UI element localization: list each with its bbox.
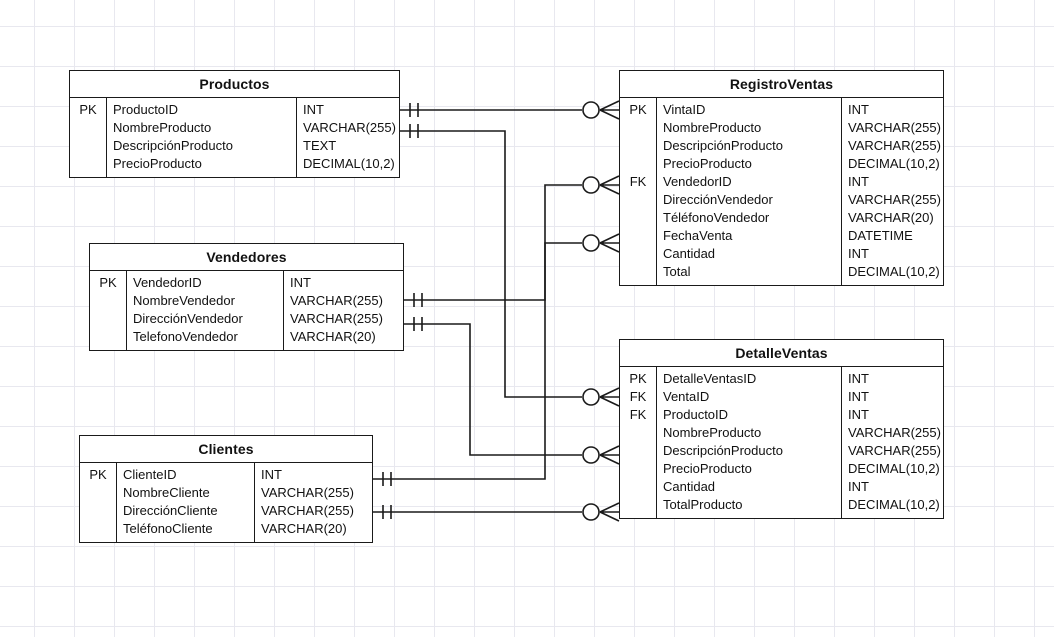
column-type: DECIMAL(10,2) <box>848 497 940 512</box>
table-row <box>90 292 403 310</box>
column-key <box>620 442 656 460</box>
column-type: VARCHAR(255) <box>303 120 396 135</box>
optional-circle-6 <box>583 504 599 520</box>
column-name: TéléfonoVendedor <box>663 210 770 225</box>
link-vendedores-detalleventas <box>404 324 582 455</box>
column-name: VintaID <box>663 102 706 117</box>
crowsfoot-detalleventas-2 <box>600 446 619 464</box>
column-type: DATETIME <box>848 228 913 243</box>
column-key: PK <box>629 102 647 117</box>
column-key <box>620 209 656 227</box>
column-type: DECIMAL(10,2) <box>848 264 940 279</box>
column-name: DirecciónCliente <box>123 503 218 518</box>
column-type: VARCHAR(255) <box>261 503 354 518</box>
column-name: FechaVenta <box>663 228 733 243</box>
column-key <box>620 478 656 496</box>
column-key <box>620 460 656 478</box>
column-key <box>620 263 656 281</box>
column-name: PrecioProducto <box>663 461 752 476</box>
column-key <box>70 119 106 137</box>
column-key <box>620 191 656 209</box>
table-row <box>80 520 372 538</box>
tick-clientes-2 <box>383 505 391 519</box>
column-name: NombreVendedor <box>133 293 235 308</box>
column-type: VARCHAR(255) <box>848 443 941 458</box>
column-name: DirecciónVendedor <box>133 311 243 326</box>
column-name: DirecciónVendedor <box>663 192 773 207</box>
column-key: PK <box>79 102 97 117</box>
table-row <box>80 466 372 484</box>
column-type: INT <box>848 246 869 261</box>
column-type: DECIMAL(10,2) <box>848 156 940 171</box>
table-row <box>620 496 943 514</box>
column-type: DECIMAL(10,2) <box>848 461 940 476</box>
column-name: DetalleVentasID <box>663 371 757 386</box>
table-row <box>620 442 943 460</box>
column-type: VARCHAR(255) <box>290 293 383 308</box>
column-list <box>620 367 943 518</box>
entity-vendedores[interactable] <box>89 243 404 351</box>
column-key <box>620 155 656 173</box>
column-list <box>90 271 403 350</box>
table-row <box>620 119 943 137</box>
column-name: NombreProducto <box>663 120 762 135</box>
column-type: VARCHAR(255) <box>290 311 383 326</box>
column-list <box>70 98 399 177</box>
column-type: INT <box>848 389 869 404</box>
table-row <box>70 119 399 137</box>
optional-circle-1 <box>583 102 599 118</box>
column-key <box>620 424 656 442</box>
entity-title: Productos <box>70 71 399 98</box>
column-name: Total <box>663 264 691 279</box>
column-name: ProductoID <box>113 102 179 117</box>
table-row <box>620 263 943 281</box>
table-row <box>620 478 943 496</box>
column-type: INT <box>303 102 324 117</box>
column-name: Cantidad <box>663 246 716 261</box>
link-productos-detalleventas <box>400 131 582 397</box>
crowsfoot-detalleventas-1 <box>600 388 619 406</box>
column-name: PrecioProducto <box>663 156 752 171</box>
table-row <box>90 310 403 328</box>
column-key <box>620 137 656 155</box>
column-name: Cantidad <box>663 479 716 494</box>
column-key <box>90 310 126 328</box>
column-type: VARCHAR(255) <box>261 485 354 500</box>
column-key: FK <box>629 389 647 404</box>
column-name: NombreProducto <box>113 120 212 135</box>
column-key: PK <box>629 371 647 386</box>
column-type: INT <box>848 479 869 494</box>
table-row <box>620 245 943 263</box>
table-row <box>620 101 943 119</box>
column-name: VendedorID <box>663 174 732 189</box>
column-type: VARCHAR(20) <box>290 329 376 344</box>
column-type: INT <box>290 275 311 290</box>
column-key <box>620 227 656 245</box>
column-key <box>70 155 106 173</box>
column-key <box>90 328 126 346</box>
table-row <box>620 406 943 424</box>
tick-vendedores-2 <box>414 317 422 331</box>
column-name: DescripciónProducto <box>663 138 783 153</box>
entity-registroventas[interactable] <box>619 70 944 286</box>
optional-circle-3 <box>583 235 599 251</box>
column-name: ProductoID <box>663 407 729 422</box>
optional-circle-2 <box>583 177 599 193</box>
table-row <box>620 388 943 406</box>
column-key <box>80 520 116 538</box>
column-type: INT <box>848 102 869 117</box>
tick-vendedores-1 <box>414 293 422 307</box>
table-row <box>70 101 399 119</box>
column-key <box>620 245 656 263</box>
tick-productos-2 <box>410 124 418 138</box>
table-row <box>70 137 399 155</box>
column-type: VARCHAR(20) <box>261 521 347 536</box>
column-name: NombreCliente <box>123 485 210 500</box>
column-type: INT <box>848 407 869 422</box>
column-key <box>620 496 656 514</box>
column-type: INT <box>848 174 869 189</box>
optional-circle-5 <box>583 447 599 463</box>
table-row <box>80 484 372 502</box>
column-type: INT <box>848 371 869 386</box>
column-name: TotalProducto <box>663 497 743 512</box>
table-row <box>620 370 943 388</box>
column-name: TeléfonoCliente <box>123 521 213 536</box>
column-type: VARCHAR(255) <box>848 120 941 135</box>
table-row <box>620 460 943 478</box>
entity-detalleventas[interactable] <box>619 339 944 519</box>
crowsfoot-detalleventas-3 <box>600 503 619 521</box>
table-row <box>80 502 372 520</box>
optional-circle-4 <box>583 389 599 405</box>
link-vendedores-registroventas <box>404 185 582 300</box>
entity-title: Vendedores <box>90 244 403 271</box>
column-key: FK <box>629 174 647 189</box>
crowsfoot-registroventas-2 <box>600 176 619 194</box>
column-key: PK <box>99 275 117 290</box>
column-name: DescripciónProducto <box>113 138 233 153</box>
column-name: PrecioProducto <box>113 156 202 171</box>
table-row <box>620 137 943 155</box>
column-key: FK <box>629 407 647 422</box>
column-key: PK <box>89 467 107 482</box>
entity-title: Clientes <box>80 436 372 463</box>
column-type: VARCHAR(255) <box>848 425 941 440</box>
table-row <box>620 191 943 209</box>
column-key <box>70 137 106 155</box>
table-row <box>620 227 943 245</box>
column-key <box>90 292 126 310</box>
entity-productos[interactable] <box>69 70 400 178</box>
tick-productos-1 <box>410 103 418 117</box>
entity-title: DetalleVentas <box>620 340 943 367</box>
crowsfoot-registroventas-3 <box>600 234 619 252</box>
tick-clientes-1 <box>383 472 391 486</box>
column-type: VARCHAR(20) <box>848 210 934 225</box>
link-clientes-registroventas <box>373 243 582 479</box>
column-key <box>80 484 116 502</box>
column-name: VentaID <box>663 389 710 404</box>
column-type: VARCHAR(255) <box>848 192 941 207</box>
column-type: VARCHAR(255) <box>848 138 941 153</box>
crowsfoot-registroventas-1 <box>600 101 619 119</box>
table-row <box>620 173 943 191</box>
table-row <box>620 209 943 227</box>
column-type: TEXT <box>303 138 337 153</box>
column-list <box>80 463 372 542</box>
column-name: VendedorID <box>133 275 202 290</box>
table-row <box>70 155 399 173</box>
column-key <box>80 502 116 520</box>
entity-clientes[interactable] <box>79 435 373 543</box>
column-type: DECIMAL(10,2) <box>303 156 395 171</box>
column-list <box>620 98 943 285</box>
table-row <box>90 274 403 292</box>
column-name: NombreProducto <box>663 425 762 440</box>
entity-title: RegistroVentas <box>620 71 943 98</box>
table-row <box>620 155 943 173</box>
column-name: ClienteID <box>123 467 177 482</box>
column-key <box>620 119 656 137</box>
column-type: INT <box>261 467 282 482</box>
column-name: TelefonoVendedor <box>133 329 238 344</box>
table-row <box>620 424 943 442</box>
column-name: DescripciónProducto <box>663 443 783 458</box>
table-row <box>90 328 403 346</box>
